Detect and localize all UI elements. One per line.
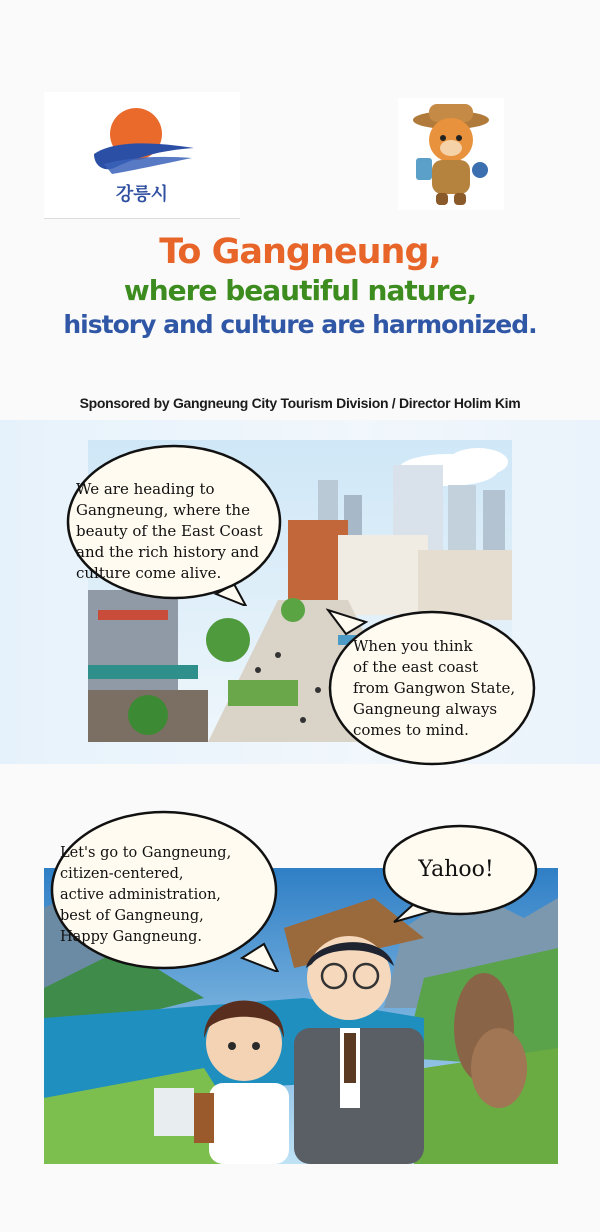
speech-bubble-right-1-text: [353, 636, 515, 741]
city-logo-text: 강릉시: [115, 184, 169, 205]
city-logo: [44, 92, 240, 219]
speech-line: Let's go to Gangneung,: [60, 845, 232, 861]
mascot-illustration: [398, 98, 504, 210]
speech-line: When you think: [353, 637, 473, 655]
speech-bubble-right-2-text: Yahoo!: [418, 857, 494, 882]
speech-line: from Gangwon State,: [353, 679, 516, 697]
speech-line: of the east coast: [353, 658, 479, 676]
speech-line: We are heading to: [76, 480, 215, 498]
speech-line: Gangneung always: [353, 700, 498, 718]
speech-line: beauty of the East Coast: [76, 522, 263, 540]
speech-line: culture come alive.: [76, 564, 222, 582]
speech-line: best of Gangneung,: [60, 908, 204, 924]
speech-line: active administration,: [60, 887, 221, 903]
speech-bubble-left-1-text: [76, 479, 263, 584]
headline-line-1: To Gangneung,: [159, 232, 441, 272]
mascot-bear-explorer-icon: [398, 98, 504, 210]
sponsor-text: Sponsored by Gangneung City Tourism Division / Director Holim Kim: [79, 395, 521, 411]
speech-bubble-left-2-text: [60, 843, 231, 948]
speech-line: Gangneung, where the: [76, 501, 250, 519]
headline-line-2: where beautiful nature,: [123, 274, 477, 307]
speech-line: citizen-centered,: [60, 866, 184, 882]
speech-line: and the rich history and: [76, 543, 259, 561]
headline-line-3: history and culture are harmonized.: [63, 310, 537, 339]
speech-line: comes to mind.: [353, 721, 469, 739]
speech-line: Happy Gangneung.: [60, 929, 202, 945]
